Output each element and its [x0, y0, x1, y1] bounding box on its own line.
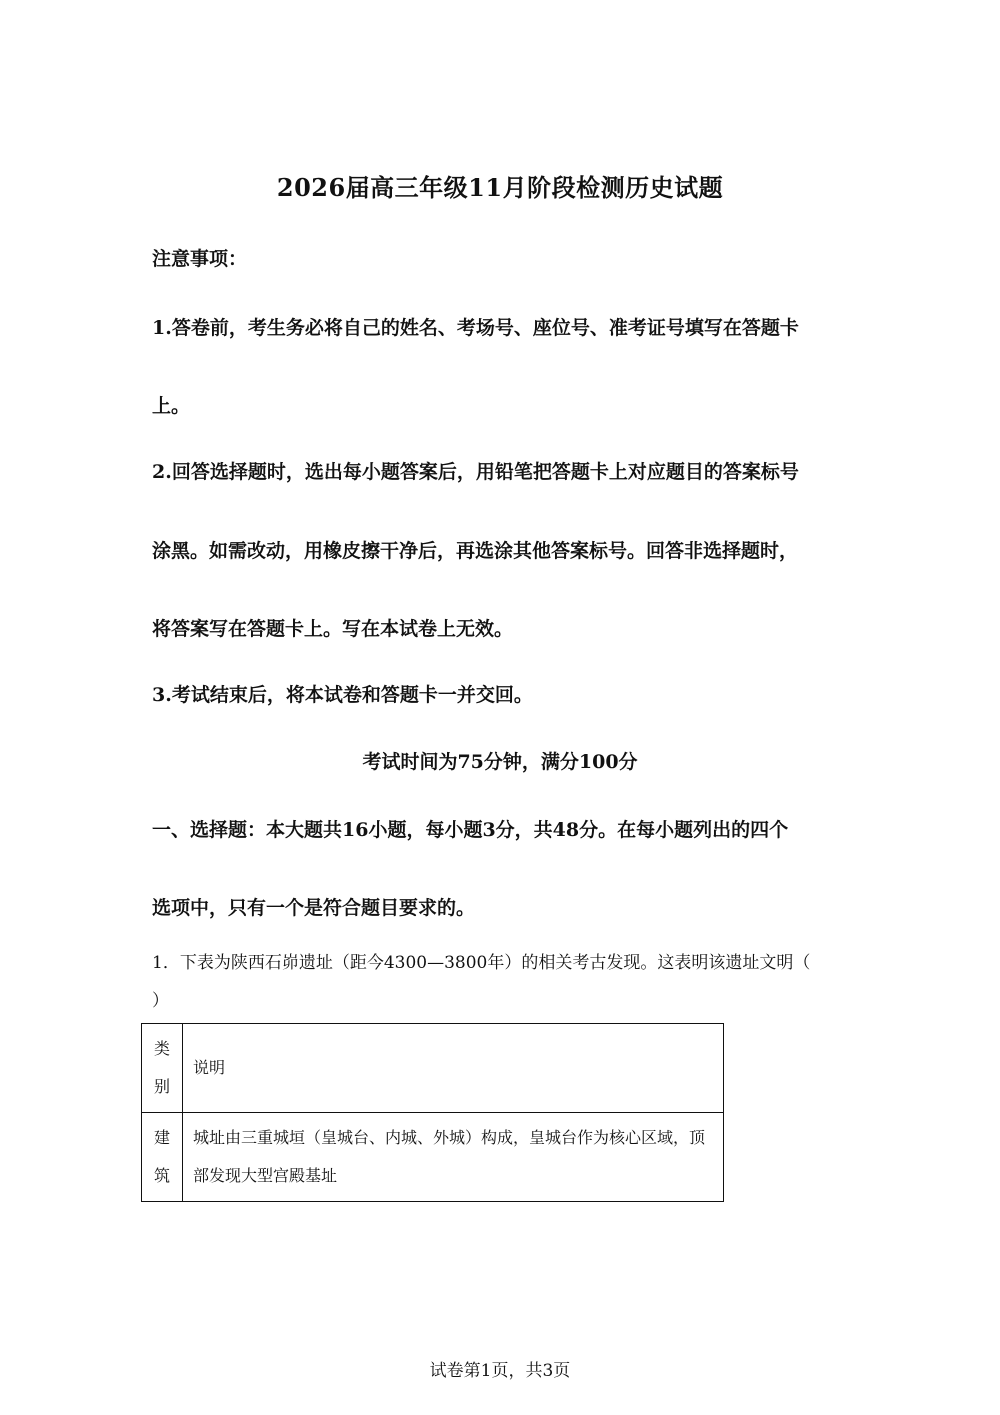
- notice-line-5: 将答案写在答题卡上。写在本试卷上无效。: [152, 618, 514, 640]
- notice-line-2: 上。: [152, 395, 191, 417]
- category-char: 别: [153, 1077, 170, 1096]
- header-description-cell: 说明: [183, 1024, 724, 1113]
- exam-time-note: 考试时间为75分钟，满分100分: [362, 751, 638, 773]
- notice-line-3: 2.回答选择题时，选出每小题答案后，用铅笔把答题卡上对应题目的答案标号: [152, 461, 799, 483]
- category-char: 类: [153, 1039, 170, 1058]
- table-header-row: [142, 1024, 724, 1113]
- notice-line-6: 3.考试结束后，将本试卷和答题卡一并交回。: [152, 684, 533, 706]
- section1-line-2: 选项中，只有一个是符合题目要求的。: [152, 897, 476, 919]
- page-footer: 试卷第1页，共3页: [429, 1361, 571, 1381]
- archaeology-table: [141, 1023, 724, 1202]
- header-category-cell: [142, 1024, 183, 1113]
- notice-line-1: 1.答卷前，考生务必将自己的姓名、考场号、座位号、准考证号填写在答题卡: [152, 317, 799, 339]
- category-char: 筑: [153, 1166, 170, 1185]
- table-row: [142, 1113, 724, 1202]
- category-char: 建: [153, 1128, 170, 1147]
- question1-stem-end: ）: [152, 991, 169, 1011]
- row-description-cell: 城址由三重城垣（皇城台、内城、外城）构成，皇城台作为核心区域，顶部发现大型宫殿基址: [183, 1113, 724, 1202]
- section1-line-1: 一、选择题：本大题共16小题，每小题3分，共48分。在每小题列出的四个: [152, 819, 789, 841]
- notice-line-4: 涂黑。如需改动，用橡皮擦干净后，再选涂其他答案标号。回答非选择题时，: [152, 540, 799, 562]
- row-category-cell: [142, 1113, 183, 1202]
- page-title: 2026届高三年级11月阶段检测历史试题: [276, 173, 724, 202]
- question1-stem: 1．下表为陕西石峁遗址（距今4300—3800年）的相关考古发现。这表明该遗址文明（: [152, 953, 811, 973]
- notice-heading: 注意事项：: [152, 248, 248, 270]
